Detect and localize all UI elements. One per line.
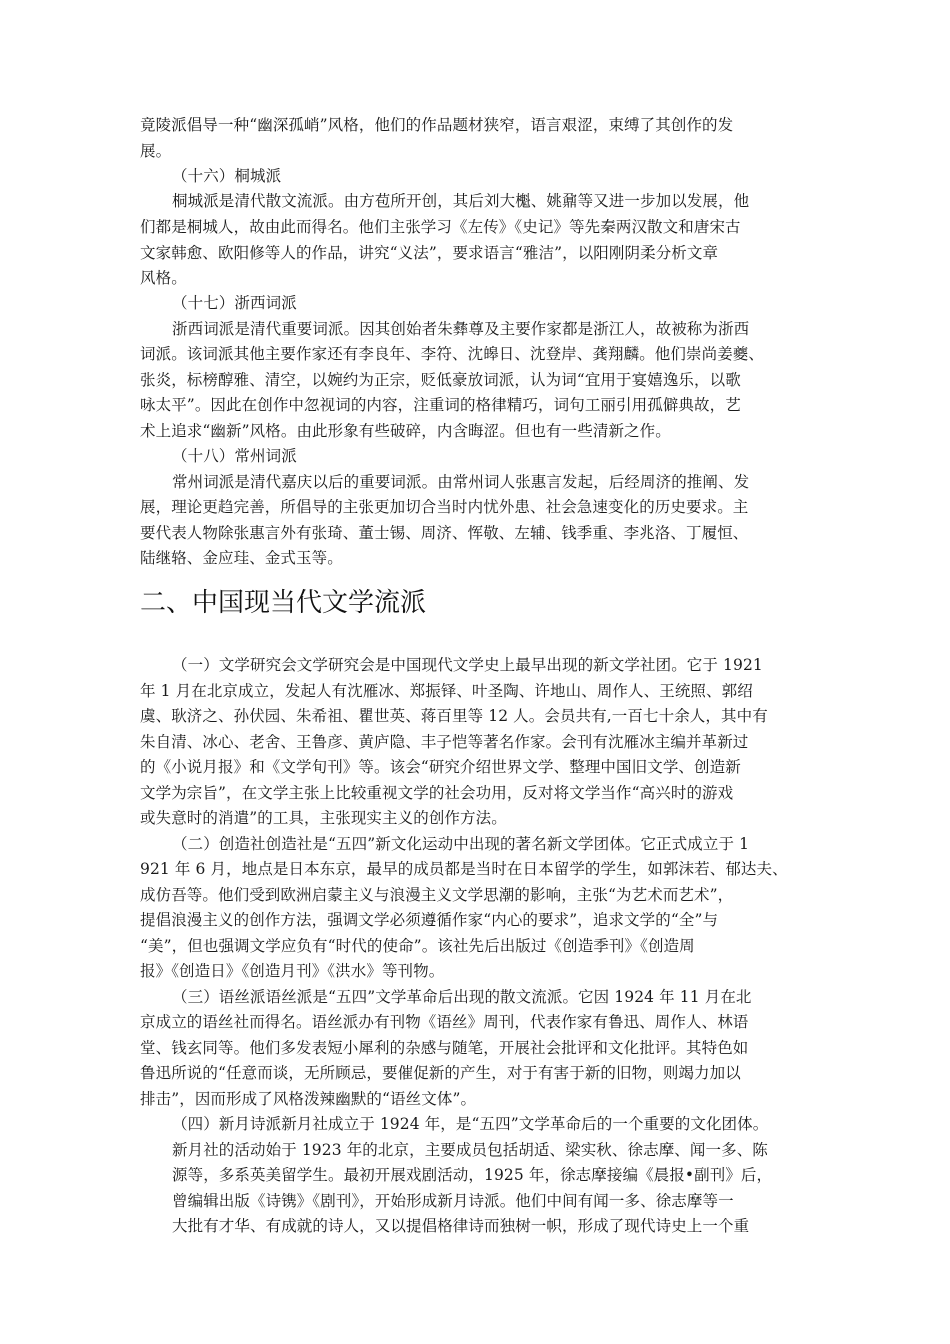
- paragraph-line: （一）文学研究会文学研究会是中国现代文学史上最早出现的新文学社团。它于 1921: [172, 656, 763, 674]
- paragraph-line: 浙西词派是清代重要词派。因其创始者朱彝尊及主要作家都是浙江人，故被称为浙西: [172, 320, 750, 338]
- paragraph-line: 展，理论更趋完善，所倡导的主张更加切合当时内忧外患、社会急速变化的历史要求。主: [140, 498, 749, 516]
- paragraph-line: 京成立的语丝社而得名。语丝派办有刊物《语丝》周刊，代表作家有鲁迅、周作人、林语: [140, 1013, 749, 1031]
- chapter-heading: 二、中国现当代文学流派: [140, 588, 427, 618]
- paragraph-line: 术上追求“幽新”风格。由此形象有些破碎，内含晦涩。但也有一些清新之作。: [140, 422, 671, 440]
- paragraph-line: 要代表人物除张惠言外有张琦、董士锡、周济、恽敬、左辅、钱季重、李兆洛、丁履恒、: [140, 524, 749, 542]
- section-subheading: （十八）常州词派: [172, 447, 297, 465]
- paragraph-line: “美”，但也强调文学应负有“时代的使命”。该社先后出版过《创造季刊》《创造周: [140, 937, 695, 955]
- paragraph-line: 咏太平”。因此在创作中忽视词的内容，注重词的格律精巧，词句工丽引用孤僻典故，艺: [140, 396, 741, 414]
- paragraph-line: 朱自清、冰心、老舍、王鲁彦、黄庐隐、丰子恺等著名作家。会刊有沈雁冰主编并革新过: [140, 733, 749, 751]
- paragraph-line: 桐城派是清代散文流派。由方苞所开创，其后刘大櫆、姚鼐等又进一步加以发展，他: [172, 192, 750, 210]
- paragraph-line: 或失意时的消遣”的工具，主张现实主义的创作方法。: [140, 809, 507, 827]
- paragraph-line: 张炎，标榜醇雅、清空，以婉约为正宗，贬低豪放词派，认为词“宜用于宴嬉逸乐，以歌: [140, 371, 741, 389]
- paragraph-line: 的《小说月报》和《文学旬刊》等。该会“研究介绍世界文学、整理中国旧文学、创造新: [140, 758, 741, 776]
- paragraph-line: 提倡浪漫主义的创作方法，强调文学必须遵循作家“内心的要求”，追求文学的“全”与: [140, 911, 719, 929]
- paragraph-line: 成仿吾等。他们受到欧洲启蒙主义与浪漫主义文学思潮的影响，主张“为艺术而艺术”，: [140, 886, 734, 904]
- paragraph-line: 风格。: [140, 269, 187, 287]
- paragraph-line: 新月社的活动始于 1923 年的北京，主要成员包括胡适、梁实秋、徐志摩、闻一多、陈: [172, 1141, 768, 1159]
- paragraph-line: 源等，多系英美留学生。最初开展戏剧活动，1925 年，徐志摩接编《晨报•副刊》后，: [172, 1166, 773, 1184]
- paragraph-line: 文学为宗旨”，在文学主张上比较重视文学的社会功用，反对将文学当作“高兴时的游戏: [140, 784, 734, 802]
- paragraph-line: 常州词派是清代嘉庆以后的重要词派。由常州词人张惠言发起，后经周济的推阐、发: [172, 473, 750, 491]
- paragraph-line: 年 1 月在北京成立，发起人有沈雁冰、郑振铎、叶圣陶、许地山、周作人、王统照、郭绍: [140, 682, 753, 700]
- paragraph-line: 大批有才华、有成就的诗人，又以提倡格律诗而独树一帜，形成了现代诗史上一个重: [172, 1217, 750, 1235]
- section-subheading: （十六）桐城派: [172, 167, 282, 185]
- paragraph-line: 曾编辑出版《诗镌》《剧刊》，开始形成新月诗派。他们中间有闻一多、徐志摩等一: [172, 1192, 734, 1210]
- paragraph-line: 陆继辂、金应珪、金式玉等。: [140, 549, 343, 567]
- paragraph-line: 们都是桐城人，故由此而得名。他们主张学习《左传》《史记》等先秦两汉散文和唐宋古: [140, 218, 741, 236]
- paragraph-line: （四）新月诗派新月社成立于 1924 年，是“五四”文学革命后的一个重要的文化团体。: [172, 1115, 769, 1133]
- paragraph-line: 堂、钱玄同等。他们多发表短小犀利的杂感与随笔，开展社会批评和文化批评。其特色如: [140, 1039, 749, 1057]
- paragraph-line: 展。: [140, 142, 172, 160]
- paragraph-line: 报》《创造日》《创造月刊》《洪水》等刊物。: [140, 962, 445, 980]
- paragraph-line: 921 年 6 月，地点是日本东京，最早的成员都是当时在日本留学的学生，如郭沫若、郁达夫、: [140, 860, 788, 878]
- paragraph-line: （二）创造社创造社是“五四”新文化运动中出现的著名新文学团体。它正式成立于 1: [172, 835, 750, 853]
- section-subheading: （十七）浙西词派: [172, 294, 297, 312]
- paragraph-line: 文家韩愈、欧阳修等人的作品，讲究“义法”，要求语言“雅洁”，以阳刚阴柔分析文章: [140, 244, 719, 262]
- paragraph-line: 鲁迅所说的“任意而谈，无所顾忌，要催促新的产生，对于有害于新的旧物，则竭力加以: [140, 1064, 741, 1082]
- paragraph-line: 竟陵派倡导一种“幽深孤峭”风格，他们的作品题材狭窄，语言艰涩，束缚了其创作的发: [140, 116, 734, 134]
- paragraph-line: 虞、耿济之、孙伏园、朱希祖、瞿世英、蒋百里等 12 人。会员共有,一百七十余人，其中有: [140, 707, 768, 725]
- paragraph-line: （三）语丝派语丝派是“五四”文学革命后出现的散文流派。它因 1924 年 11 月在北: [172, 988, 752, 1006]
- paragraph-line: 排击”，因而形成了风格泼辣幽默的“语丝文体”。: [140, 1090, 477, 1108]
- paragraph-line: 词派。该词派其他主要作家还有李良年、李符、沈皞日、沈登岸、龚翔麟。他们崇尚姜夔、: [140, 345, 765, 363]
